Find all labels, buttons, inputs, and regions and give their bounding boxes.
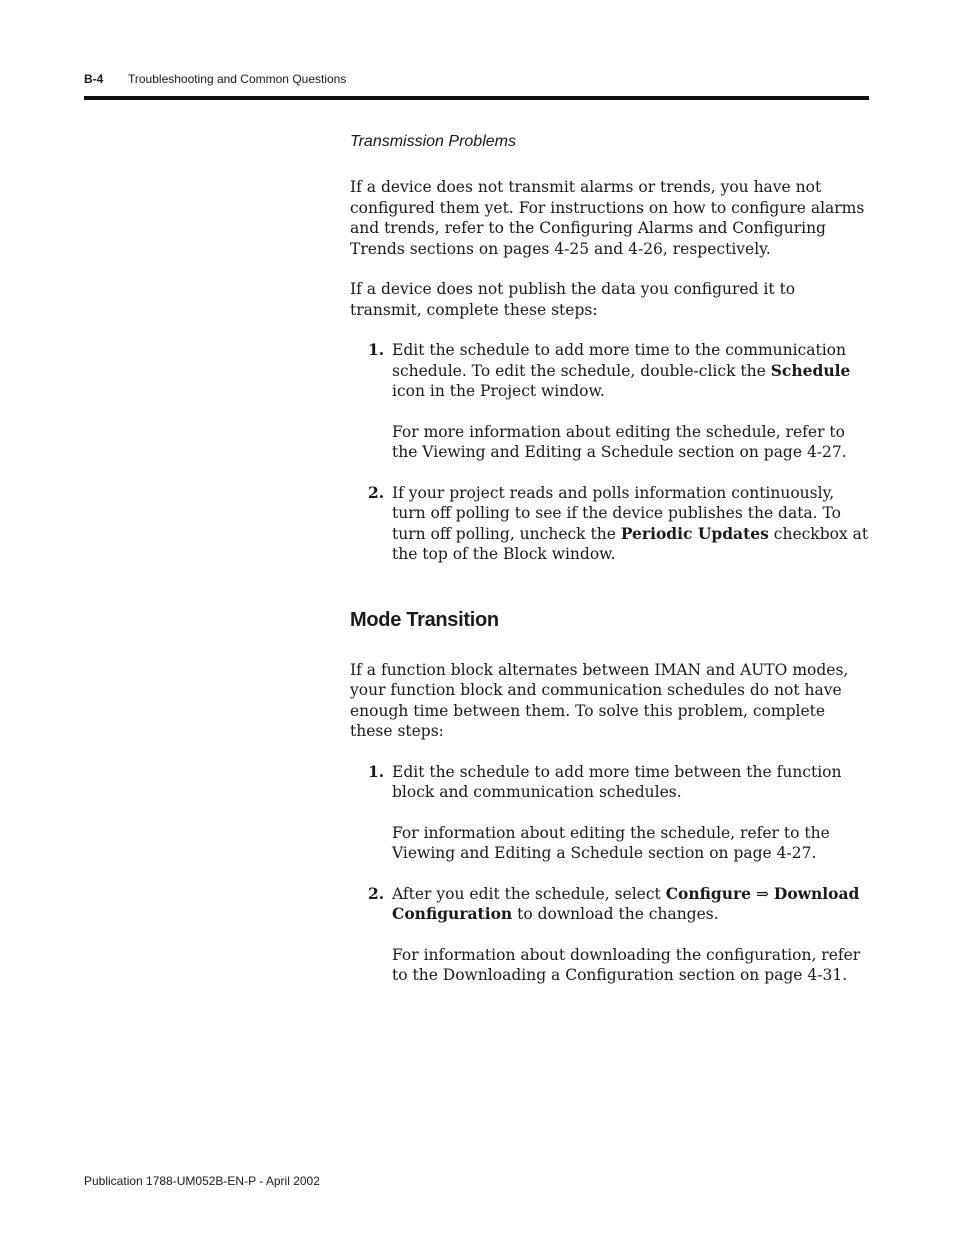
mode-transition-steps bbox=[350, 762, 870, 986]
step-number: 1. bbox=[368, 761, 385, 781]
configure-term: Configure bbox=[665, 883, 752, 903]
arrow-icon: ⇒ bbox=[751, 884, 774, 903]
transmission-heading: Transmission Problems bbox=[350, 133, 516, 150]
publication-footer: Publication 1788-UM052B-EN-P - April 2002 bbox=[84, 1174, 320, 1188]
page-number: B-4 bbox=[84, 72, 104, 86]
main-content bbox=[350, 133, 870, 1006]
step-note: For more information about editing the schedule, refer to the Viewing and Editing a Schedule section on page 4-27. bbox=[392, 422, 847, 461]
step-number: 2. bbox=[368, 482, 385, 502]
step-number: 1. bbox=[368, 340, 385, 359]
download-configuration-term: Download Configuration bbox=[392, 883, 860, 923]
step-text: If your project reads and polls information continuously, turn off polling to see if the device publishes the data. To turn off polling, uncheck the Periodic Updates checkbox at the top of the Block window. bbox=[392, 483, 869, 563]
transmission-paragraph-2: If a device does not publish the data you configured it to transmit, complete these steps: bbox=[350, 280, 796, 319]
mode-step-2 bbox=[350, 884, 870, 986]
mode-step-1 bbox=[350, 762, 870, 864]
step-note: For information about downloading the configuration, refer to the Downloading a Configuration section on page 4-31. bbox=[392, 945, 861, 984]
step-text: Edit the schedule to add more time between the function block and communication schedules. bbox=[392, 762, 842, 801]
transmission-paragraph-1: If a device does not transmit alarms or trends, you have not configured them yet. For instructions on how to configure alarms and trends, refer to the Configuring Alarms and Configuring Trends sections on pages 4-25 and 4-26, respectively. bbox=[350, 178, 865, 258]
step-number: 2. bbox=[368, 883, 385, 903]
chapter-title: Troubleshooting and Common Questions bbox=[128, 72, 347, 86]
transmission-step-2 bbox=[350, 483, 870, 565]
header-rule bbox=[84, 96, 869, 100]
step-text: After you edit the schedule, select Configure ⇒ Download Configuration to download the changes. bbox=[392, 883, 860, 923]
step-note: For information about editing the schedule, refer to the Viewing and Editing a Schedule section on page 4-27. bbox=[392, 823, 830, 862]
mode-transition-heading: Mode Transition bbox=[350, 608, 499, 631]
step-text: Edit the schedule to add more time to the communication schedule. To edit the schedule, double-click the Schedule icon in the Project window. bbox=[392, 341, 851, 400]
periodic-updates-term: Periodic Updates bbox=[620, 523, 769, 543]
transmission-step-1 bbox=[350, 340, 870, 463]
schedule-term: Schedule bbox=[770, 360, 851, 380]
mode-transition-paragraph: If a function block alternates between IMAN and AUTO modes, your function block and communication schedules do not have enough time between them. To solve this problem, complete these steps: bbox=[350, 660, 849, 740]
page-header bbox=[84, 72, 869, 92]
transmission-steps bbox=[350, 340, 870, 565]
